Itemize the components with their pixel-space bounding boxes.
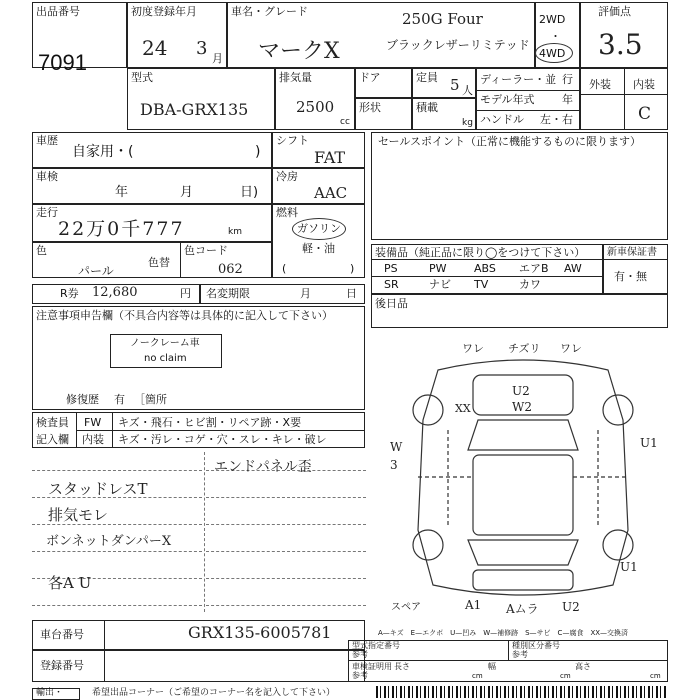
history-label: 車歴 (36, 134, 58, 147)
mileage-label: 走行 (36, 206, 58, 219)
history-box (32, 132, 272, 168)
footer-label: 輸出・ (36, 688, 64, 698)
door-label: ドア (359, 71, 381, 84)
notes-label: 注意事項申告欄（不具合内容等は具体的に記入して下さい） (36, 309, 333, 322)
inspector-fw-items: キズ・飛石・ヒビ割・リペア跡・X要 (118, 416, 302, 429)
diagram-mark-2: チズリ (508, 342, 541, 355)
length-cm: cm (472, 672, 483, 680)
repair-label: 修復歴 (66, 393, 99, 406)
cc-unit: cc (340, 117, 350, 127)
car-windshield (468, 420, 578, 450)
inspection-label: 車検 (36, 170, 58, 183)
gasoline-circle-icon (292, 218, 346, 240)
model-name: マークX (258, 39, 340, 64)
category-label: 種別区分番号 (512, 641, 560, 650)
registration-label: 登録番号 (40, 659, 84, 672)
diagram-mark-1: ワレ (462, 342, 484, 355)
fuel-paren-open: ( (282, 262, 287, 275)
diagram-mark-13: Aムラ (506, 602, 539, 616)
repaint-label: 色替 (148, 256, 170, 269)
recycle-label: R券 (60, 287, 79, 300)
interior-grade: C (638, 104, 652, 124)
car-rear-window (468, 540, 578, 565)
aircon-label: 冷房 (276, 170, 298, 183)
height-cm: cm (650, 672, 661, 680)
diagram-mark-7: U1 (640, 436, 658, 450)
inspector-note-right-1: エンドパネル歪 (214, 459, 312, 475)
inspector-note-2: 排気モレ (48, 506, 109, 524)
inspection-year-unit: 年 (115, 185, 129, 200)
sales-points-label: セールスポイント（正常に機能するものに限ります） (378, 135, 642, 148)
length-label: 長さ (394, 662, 410, 671)
wheel-front-right-icon (603, 395, 633, 425)
fuel-label: 燃料 (276, 206, 298, 219)
history-value: 自家用・( (72, 144, 134, 160)
height-label: 高さ (575, 662, 591, 671)
equipment-item: エアB (519, 262, 549, 275)
color-code-value: 062 (218, 262, 243, 277)
type-value: DBA-GRX135 (140, 100, 249, 119)
equipment-item: カワ (519, 278, 541, 291)
capacity-label: 定員 (416, 71, 438, 84)
model-year-unit: 年 (562, 93, 573, 106)
drive-dot: ・ (550, 30, 561, 43)
grade-line1: 250G Four (402, 10, 483, 28)
color-code-label: 色コード (184, 244, 228, 257)
handle-value: 左・右 (540, 113, 573, 126)
type-cert-ref: 参考 (352, 650, 368, 659)
lot-number-label: 出品番号 (36, 5, 80, 18)
name-change-month-unit: 月 (300, 287, 311, 300)
diagram-mark-9: 3 (390, 458, 398, 472)
inspector-label1: 検査員 (36, 416, 69, 429)
inspector-note-3: ボンネットダンパーX (46, 534, 172, 549)
equipment-item: AW (564, 262, 582, 275)
car-roof (473, 455, 573, 535)
drive-4wd: 4WD (539, 47, 566, 60)
load-label: 積載 (416, 101, 438, 114)
history-close-paren: ) (255, 144, 261, 160)
month-unit: 月 (212, 52, 223, 65)
first-registration-month: 3 (196, 38, 208, 59)
car-damage-diagram (378, 330, 668, 620)
displacement-value: 2500 (296, 98, 335, 116)
cert-label: 車検証明用 (352, 662, 392, 671)
shape-label: 形状 (359, 101, 381, 114)
aftermarket-label: 後日品 (375, 297, 408, 310)
color-label: 色 (36, 244, 47, 257)
equipment-item: ABS (474, 262, 496, 275)
warranty-value: 有・無 (614, 270, 647, 283)
equipment-label: 装備品（純正品に限り◯をつけて下さい） (375, 246, 586, 259)
inspector-note-1: スタッドレスT (48, 480, 148, 498)
barcode (376, 686, 666, 698)
first-registration-label: 初度登録年月 (131, 5, 197, 18)
equipment-item: SR (384, 278, 399, 291)
inspection-month-unit: 月 (180, 185, 194, 200)
cert-ref: 参考 (352, 671, 368, 680)
inspector-fw: FW (84, 416, 102, 429)
displacement-label: 排気量 (279, 71, 312, 84)
color-value: パール (78, 264, 114, 278)
repair-value: 有 (114, 393, 125, 406)
person-unit: 人 (462, 84, 473, 97)
diagram-mark-8: W (390, 440, 403, 454)
equipment-item: TV (474, 278, 489, 291)
recycle-value: 12,680 (92, 285, 138, 300)
name-change-day-unit: 日 (346, 287, 357, 300)
inspector-label2: 記入欄 (36, 433, 69, 446)
recycle-unit: 円 (180, 287, 191, 300)
width-label: 幅 (488, 662, 496, 671)
first-registration-year: 24 (142, 36, 168, 60)
interior-label: 内装 (633, 78, 655, 91)
score: 3.5 (598, 28, 643, 61)
drive-4wd-circle-icon (535, 43, 573, 63)
warranty-label: 新車保証書 (607, 247, 657, 258)
capacity-value: 5 (450, 76, 460, 94)
diagram-mark-3: ワレ (560, 342, 582, 355)
legend-text: A—キズ E—エクボ U—凹み W—補修跡 S—サビ C—腐食 XX—交換済 (378, 629, 629, 637)
exterior-label: 外装 (589, 78, 611, 91)
diagram-mark-12: A1 (465, 598, 482, 612)
fuel-gasoline: ガソリン (297, 222, 341, 235)
model-grade-label: 車名・グレード (231, 5, 308, 18)
inspector-note-4: 各A U (48, 574, 92, 592)
inspection-day-unit: 日) (240, 185, 259, 200)
wheel-rear-right-icon (603, 530, 633, 560)
name-change-label: 名変期限 (206, 287, 250, 300)
no-claim-line2: no claim (144, 353, 187, 364)
inspector-interior-items: キズ・汚レ・コゲ・穴・スレ・キレ・破レ (118, 433, 327, 446)
drive-2wd: 2WD (539, 13, 566, 26)
diagram-mark-11: スペア (391, 602, 421, 613)
shift-label: シフト (276, 134, 309, 147)
grade-line2: ブラックレザーリミテッド (386, 38, 530, 52)
car-trunk (473, 570, 573, 590)
dealer-value: 行 (562, 73, 573, 86)
handle-label: ハンドル (480, 113, 524, 126)
aftermarket-box (371, 294, 668, 328)
model-year-label: モデル年式 (480, 93, 535, 106)
km-unit: km (228, 227, 242, 237)
inspector-interior: 内装 (82, 433, 104, 446)
inspection-box (32, 168, 272, 204)
no-claim-line1: ノークレーム車 (130, 338, 200, 349)
type-label: 型式 (131, 71, 153, 84)
width-cm: cm (560, 672, 571, 680)
chassis-value: GRX135-6005781 (188, 623, 332, 642)
diagram-mark-14: U2 (562, 600, 580, 614)
fuel-light-oil: 軽・油 (302, 242, 335, 255)
mileage-value: 22万0千777 (58, 218, 185, 240)
category-ref: 参考 (512, 650, 528, 659)
diagram-mark-5: W2 (512, 400, 532, 414)
diagram-mark-4: U2 (512, 384, 530, 398)
fuel-paren-close: ) (350, 262, 355, 275)
equipment-item: ナビ (429, 278, 451, 291)
equipment-item: PS (384, 262, 398, 275)
shift-value: FAT (314, 148, 346, 167)
equipment-item: PW (429, 262, 447, 275)
diagram-mark-10: U1 (620, 560, 638, 574)
chassis-label: 車台番号 (40, 628, 84, 641)
aircon-value: AAC (314, 184, 348, 202)
kg-unit: kg (462, 118, 473, 128)
lot-number: 7091 (38, 50, 87, 75)
repair-bracket: ［箇所 (134, 393, 167, 406)
wheel-rear-left-icon (413, 530, 443, 560)
score-label: 評価点 (598, 5, 631, 18)
dealer-label: ディーラー・並 (480, 73, 557, 86)
type-cert-label: 型式指定番号 (352, 641, 400, 650)
footer-text: 希望出品コーナー（ご希望のコーナー名を記入して下さい） (92, 688, 336, 698)
diagram-mark-6: XX (455, 402, 471, 415)
sales-points-box (371, 132, 668, 240)
wheel-front-left-icon (413, 395, 443, 425)
